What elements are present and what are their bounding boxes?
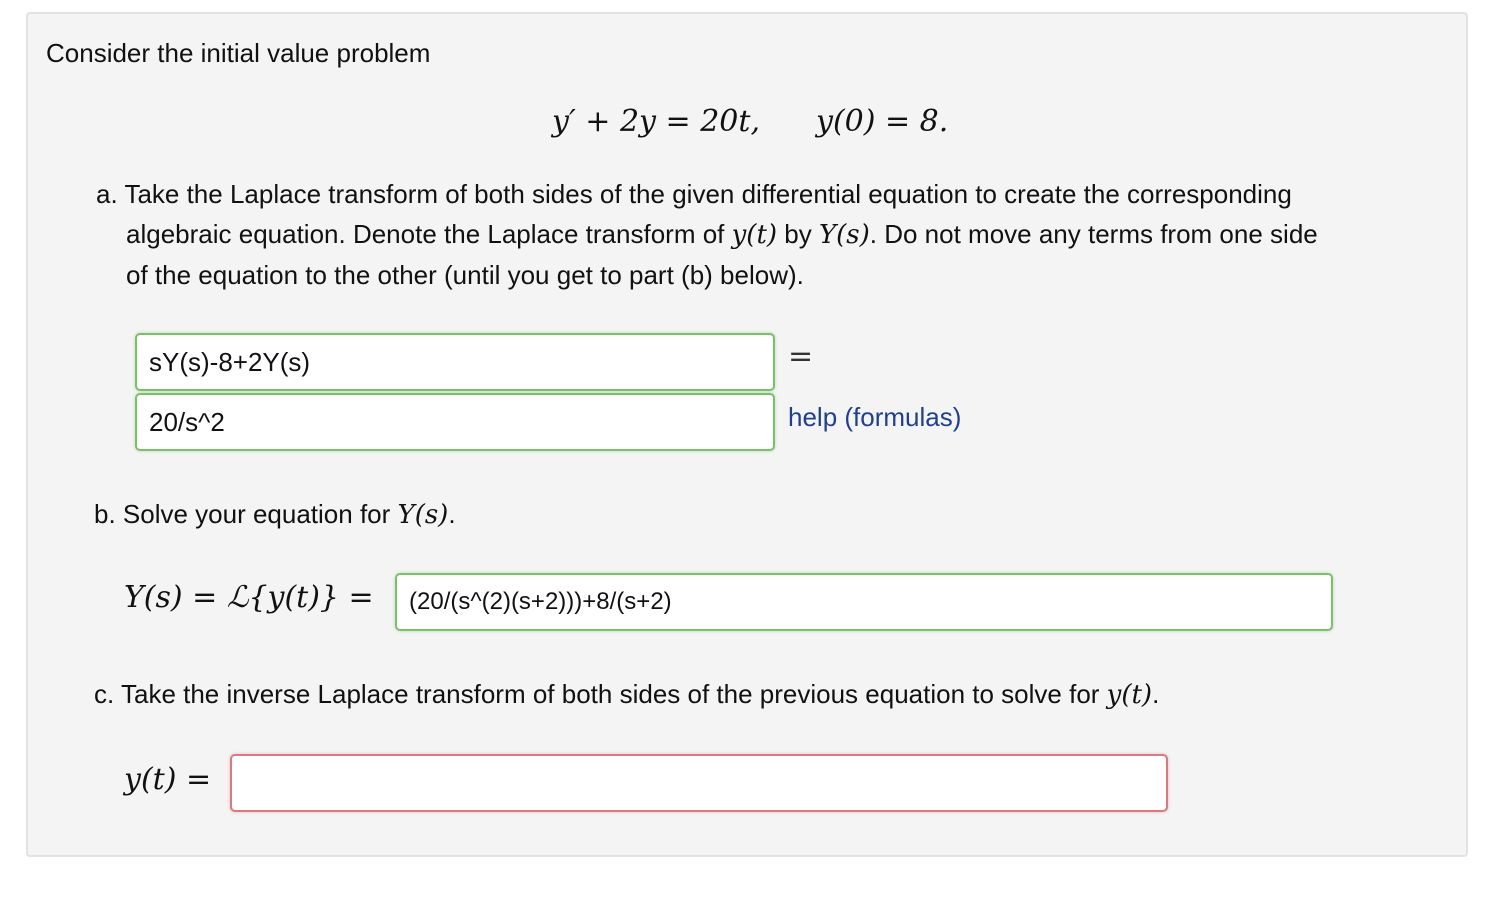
part-a-line-2 [96, 214, 1456, 255]
part-a-instructions [96, 174, 1456, 295]
yt-answer-input[interactable] [230, 754, 1168, 812]
part-c-instructions [94, 674, 1159, 715]
help-formulas-link[interactable]: help (formulas) [788, 402, 962, 432]
part-a-line-2-end: . Do not move any terms from one side [869, 219, 1318, 249]
laplace-rhs-input[interactable] [135, 393, 775, 451]
part-a-line-3: of the equation to the other (until you get to part (b) below). [126, 260, 804, 290]
part-b-text: b. Solve your equation for [94, 499, 398, 529]
problem-container [26, 12, 1468, 857]
part-a-line-2-text: algebraic equation. Denote the Laplace transform of [126, 219, 732, 249]
part-b-instructions [94, 494, 456, 535]
part-b-Ys-symbol: Y(s) [397, 500, 449, 530]
problem-intro: Consider the initial value problem [46, 38, 431, 68]
yt-symbol: y(t) [731, 220, 778, 250]
part-c-end: . [1152, 679, 1160, 709]
equals-sign: = [788, 339, 814, 374]
Ys-equation-label: Y(s) = ℒ{y(t)} = [124, 580, 374, 615]
part-c-text: c. Take the inverse Laplace transform of both sides of the previous equation to solve for [94, 679, 1107, 709]
yt-equation-label: y(t) = [124, 762, 212, 797]
part-b-end: . [448, 499, 456, 529]
laplace-lhs-input[interactable] [135, 333, 775, 391]
part-c-yt-symbol: y(t) [1106, 680, 1153, 710]
part-a-by-text: by [777, 219, 819, 249]
Ys-answer-input[interactable] [395, 573, 1333, 631]
Ys-symbol: Y(s) [818, 220, 870, 250]
part-a-line-1: a. Take the Laplace transform of both sides of the given differential equation to create the corresponding [96, 179, 1292, 209]
differential-equation: y′ + 2y = 20t, [552, 104, 760, 139]
initial-condition: y(0) = 8. [816, 104, 949, 139]
